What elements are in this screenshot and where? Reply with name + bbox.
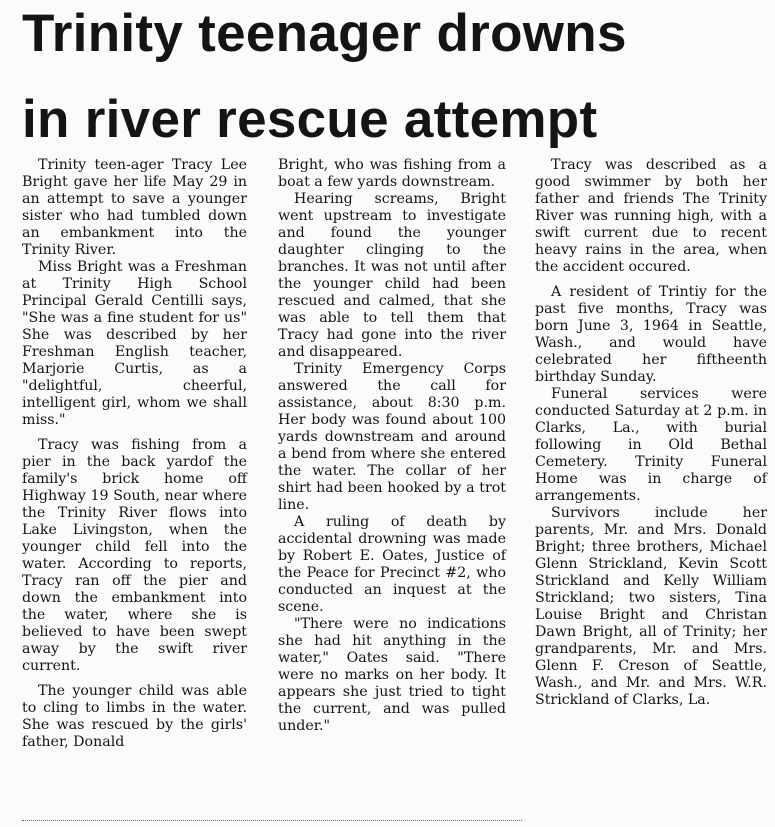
paragraph: Trinity Emergency Corps answered the call for assistance, about 8:30 p.m. Her body was found about 100 yards downstream and around a bend from where she entered the water. The collar of her shirt had been hooked by a trot line. (278, 361, 506, 513)
paragraph: Funeral services were conducted Saturday at 2 p.m. in Clarks, La., with burial following in Old Bethal Cemetery. Trinity Funeral Home was in charge of arrangements. (535, 386, 767, 504)
paragraph: Bright, who was fishing from a boat a few yards downstream. (278, 157, 506, 190)
article-column-1 (22, 157, 247, 751)
paragraph: The younger child was able to cling to limbs in the water. She was rescued by the girls' father, Donald (22, 683, 247, 750)
paragraph: Hearing screams, Bright went upstream to investigate and found the younger daughter clinging to the branches. It was not until after the younger child had been rescued and calmed, that she was able to tell them that Tracy had gone into the river and disappeared. (278, 191, 506, 360)
paragraph: Tracy was described as a good swimmer by both her father and friends The Trinity River was running high, with a swift current due to recent heavy rains in the area, when the accident occured. (535, 157, 767, 275)
bottom-edge-rule (22, 820, 522, 823)
headline-line-2: in river rescue attempt (22, 90, 598, 149)
paragraph: Tracy was fishing from a pier in the back yardof the family's brick home off Highway 19 South, near where the Trinity River flows into Lake Livingston, when the younger child fell into the water. According to reports, Tracy ran off the pier and down the embankment into the water, where she is believed to have been swept away by the swift river current. (22, 437, 247, 674)
paragraph: Miss Bright was a Freshman at Trinity High School Principal Gerald Centilli says, "She was a fine student for us" She was described by her Freshman English teacher, Marjorie Curtis, as a "delightful, cheerful, intelligent girl, whom we shall miss." (22, 259, 247, 428)
paragraph: A resident of Trintiy for the past five months, Tracy was born June 3, 1964 in Seattle, Wash., and would have celebrated her fiftheenth birthday Sunday. (535, 284, 767, 385)
paragraph: A ruling of death by accidental drowning was made by Robert E. Oates, Justice of the Peace for Precinct #2, who conducted an inquest at the scene. (278, 514, 506, 615)
paragraph: Survivors include her parents, Mr. and Mrs. Donald Bright; three brothers, Michael Glenn Strickland, Kevin Scott Strickland and Kelly William Strickland; two sisters, Tina Louise Bright and Christan Dawn Bright, all of Trinity; her grandparents, Mr. and Mrs. Glenn F. Creson of Seattle, Wash., and Mr. and Mrs. W.R. Strickland of Clarks, La. (535, 505, 767, 708)
article-column-2 (278, 157, 506, 735)
paragraph: Trinity teen-ager Tracy Lee Bright gave her life May 29 in an attempt to save a younger sister who had tumbled down an embankment into the Trinity River. (22, 157, 247, 258)
headline-line-1: Trinity teenager drowns (22, 4, 627, 63)
headline (22, 0, 772, 154)
paragraph: "There were no indications she had hit anything in the water," Oates said. "There were no marks on her body. It appears she just tried to tight the current, and was pulled under." (278, 616, 506, 734)
article-column-3 (535, 157, 767, 709)
